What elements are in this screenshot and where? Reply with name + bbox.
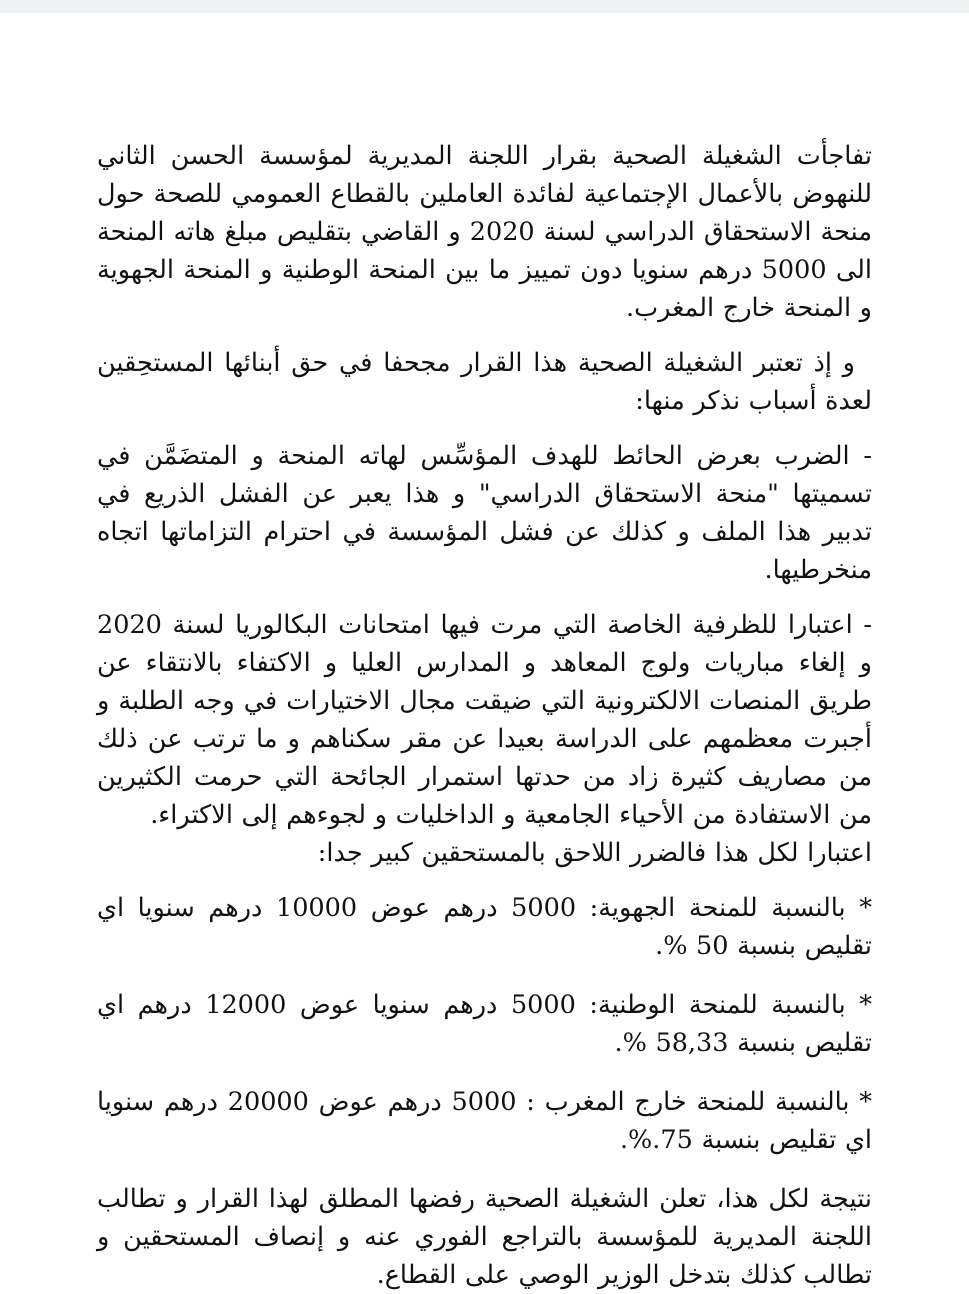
- viewer-top-band: [0, 0, 969, 13]
- document-text-block: [97, 137, 872, 1294]
- paragraph-objection-intro: و إذ تعتبر الشغيلة الصحية هذا القرار مجحفا في حق أبنائها المستحِقين لعدة أسباب نذكر منها:: [97, 348, 872, 416]
- paragraph-conclusion-demands: نتيجة لكل هذا، تعلن الشغيلة الصحية رفضها المطلق لهذا القرار و تطالب اللجنة المديرية للمؤسسة بالتراجع الفوري عنه و إنصاف المستحقين و تطالب كذلك بتدخل الوزير الوصي على القطاع.: [97, 1184, 872, 1290]
- bullet-abroad-grant: * بالنسبة للمنحة خارج المغرب : 5000 درهم عوض 20000 درهم سنويا اي تقليص بنسبة 75.%.: [97, 1087, 873, 1155]
- paragraph-reason-two: - اعتبارا للظرفية الخاصة التي مرت فيها امتحانات البكالوريا لسنة 2020 و إلغاء مباريات ولوج المعاهد و المدارس العليا و الاكتفاء بالانتقاء عن طريق المنصات الالكترونية التي ضيقت مجال الاختيارات في وجه الطلبة و أجبرت معظمهم على الدراسة بعيدا عن مقر سكناهم و ما ترتب عن ذلك من مصاريف كثيرة زاد من حدتها استمرار الجائحة التي حرمت الكثيرين من الاستفادة من الأحياء الجامعية و الداخليات و لجوءهم إلى الاكتراء.: [97, 610, 872, 830]
- paragraph-reason-one: - الضرب بعرض الحائط للهدف المؤسِّس لهاته المنحة و المتضَمَّن في تسميتها "منحة الاستحقاق الدراسي" و هذا يعبر عن الفشل الذريع في تدبير هذا الملف و كذلك عن فشل المؤسسة في احترام التزاماتها اتجاه منخرطيها.: [97, 441, 872, 585]
- paragraph-opening-statement: تفاجأت الشغيلة الصحية بقرار اللجنة المديرية لمؤسسة الحسن الثاني للنهوض بالأعمال الإجتماعية لفائدة العاملين بالقطاع العمومي للصحة حول منحة الاستحقاق الدراسي لسنة 2020 و القاضي بتقليص مبلغ هاته المنحة الى 5000 درهم سنويا دون تمييز ما بين المنحة الوطنية و المنحة الجهوية و المنحة خارج المغرب.: [97, 141, 872, 323]
- bullet-regional-grant: * بالنسبة للمنحة الجهوية: 5000 درهم عوض 10000 درهم سنويا اي تقليص بنسبة 50 %.: [97, 893, 872, 961]
- document-page: [0, 13, 969, 1290]
- paragraph-damage-summary: اعتبارا لكل هذا فالضرر اللاحق بالمستحقين كبير جدا:: [317, 838, 872, 868]
- bullet-national-grant: * بالنسبة للمنحة الوطنية: 5000 درهم سنويا عوض 12000 درهم اي تقليص بنسبة 58,33 %.: [97, 990, 872, 1058]
